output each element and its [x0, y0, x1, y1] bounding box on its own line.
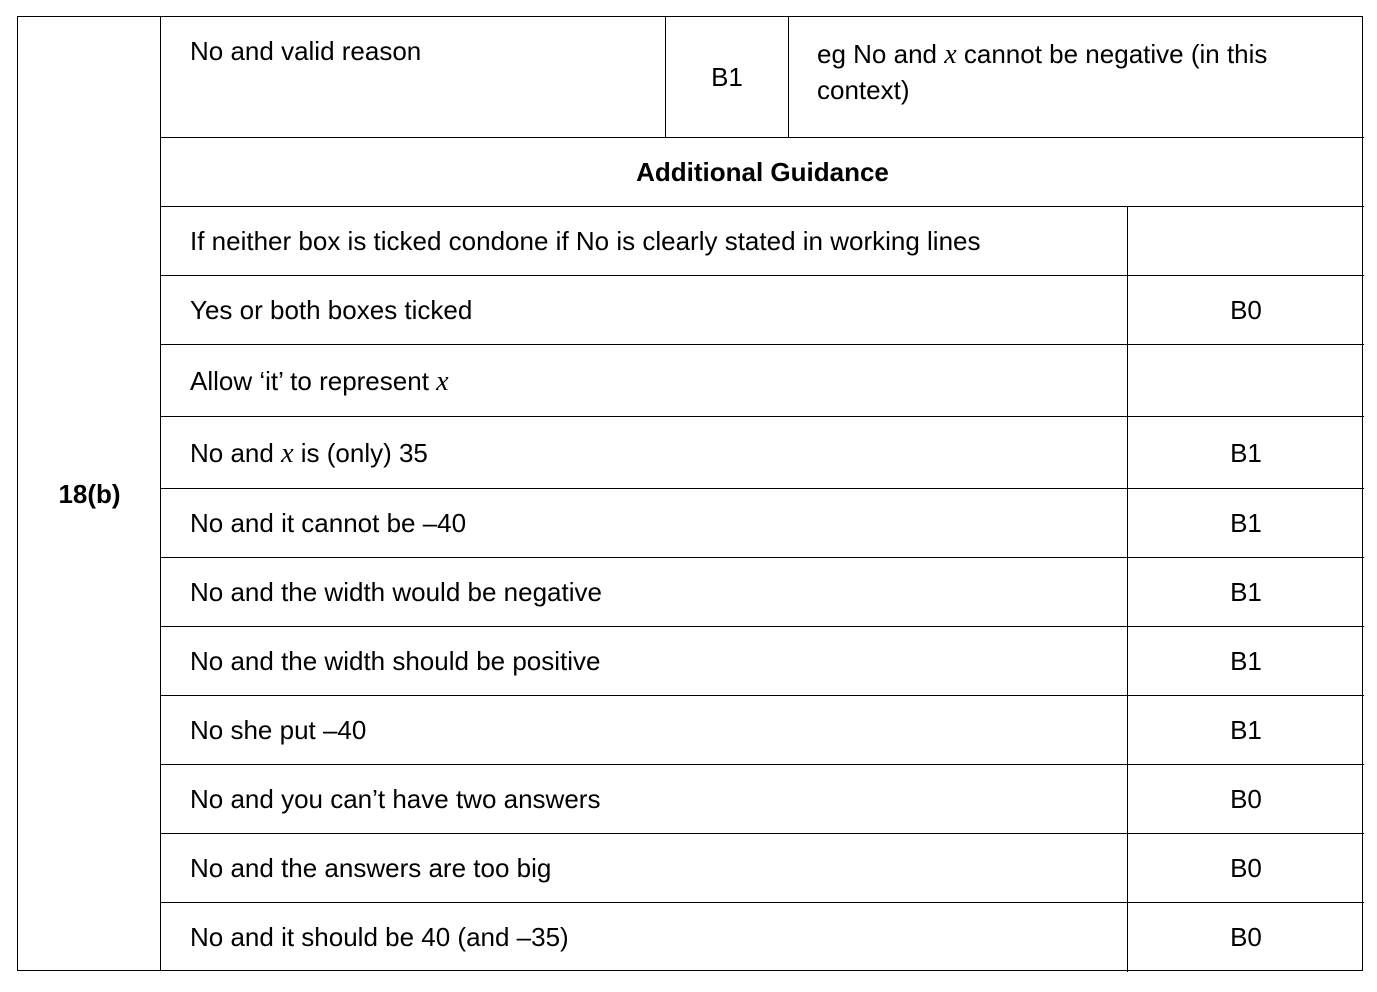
guidance-row-text: If neither box is ticked condone if No is clearly stated in working lines	[190, 226, 981, 256]
comment-text: cannot be negative (in this	[956, 39, 1268, 69]
guidance-row-mark: B0	[1230, 853, 1262, 883]
row-divider	[161, 764, 1364, 765]
row-divider	[161, 275, 1364, 276]
variable-x: x	[281, 438, 294, 469]
guidance-heading: Additional Guidance	[636, 157, 889, 187]
answer-comment	[817, 36, 1267, 73]
row-text: No and	[190, 438, 282, 468]
row-divider	[161, 833, 1364, 834]
guidance-row-text	[190, 435, 428, 472]
row-divider	[161, 695, 1364, 696]
answer-text: No and valid reason	[190, 36, 422, 66]
guidance-row-mark: B1	[1230, 715, 1262, 745]
guidance-row-text: Yes or both boxes ticked	[190, 295, 473, 325]
variable-x: x	[436, 366, 449, 397]
variable-x: x	[944, 39, 957, 70]
comment-text: eg No and	[817, 39, 945, 69]
guidance-row-mark: B0	[1230, 784, 1262, 814]
guidance-row-text: No and it should be 40 (and –35)	[190, 922, 569, 952]
divider	[788, 17, 789, 137]
guidance-row-text: No and it cannot be –40	[190, 508, 467, 538]
guidance-row-mark: B1	[1230, 646, 1262, 676]
guidance-row-text: No and you can’t have two answers	[190, 784, 601, 814]
row-divider	[161, 902, 1364, 903]
guidance-row-mark: B0	[1230, 295, 1262, 325]
guidance-row-mark: B0	[1230, 922, 1262, 952]
guidance-row-text: No she put –40	[190, 715, 367, 745]
guidance-row-mark: B1	[1230, 438, 1262, 468]
guidance-row-text: No and the answers are too big	[190, 853, 552, 883]
row-text: Allow ‘it’ to represent	[190, 366, 437, 396]
question-number: 18(b)	[58, 479, 121, 509]
row-divider	[161, 557, 1364, 558]
guidance-row-mark: B1	[1230, 508, 1262, 538]
row-divider	[161, 626, 1364, 627]
row-text: is (only) 35	[293, 438, 428, 468]
row-divider	[161, 416, 1364, 417]
row-divider	[161, 137, 1364, 138]
guidance-row-mark: B1	[1230, 577, 1262, 607]
guidance-row-text: No and the width should be positive	[190, 646, 601, 676]
answer-mark: B1	[711, 62, 743, 92]
answer-comment-line2: context)	[817, 75, 910, 105]
row-divider	[161, 488, 1364, 489]
row-divider	[161, 344, 1364, 345]
guidance-row-text	[190, 363, 449, 400]
row-divider	[161, 206, 1364, 207]
guidance-row-text: No and the width would be negative	[190, 577, 602, 607]
mark-scheme-table	[17, 16, 1363, 971]
